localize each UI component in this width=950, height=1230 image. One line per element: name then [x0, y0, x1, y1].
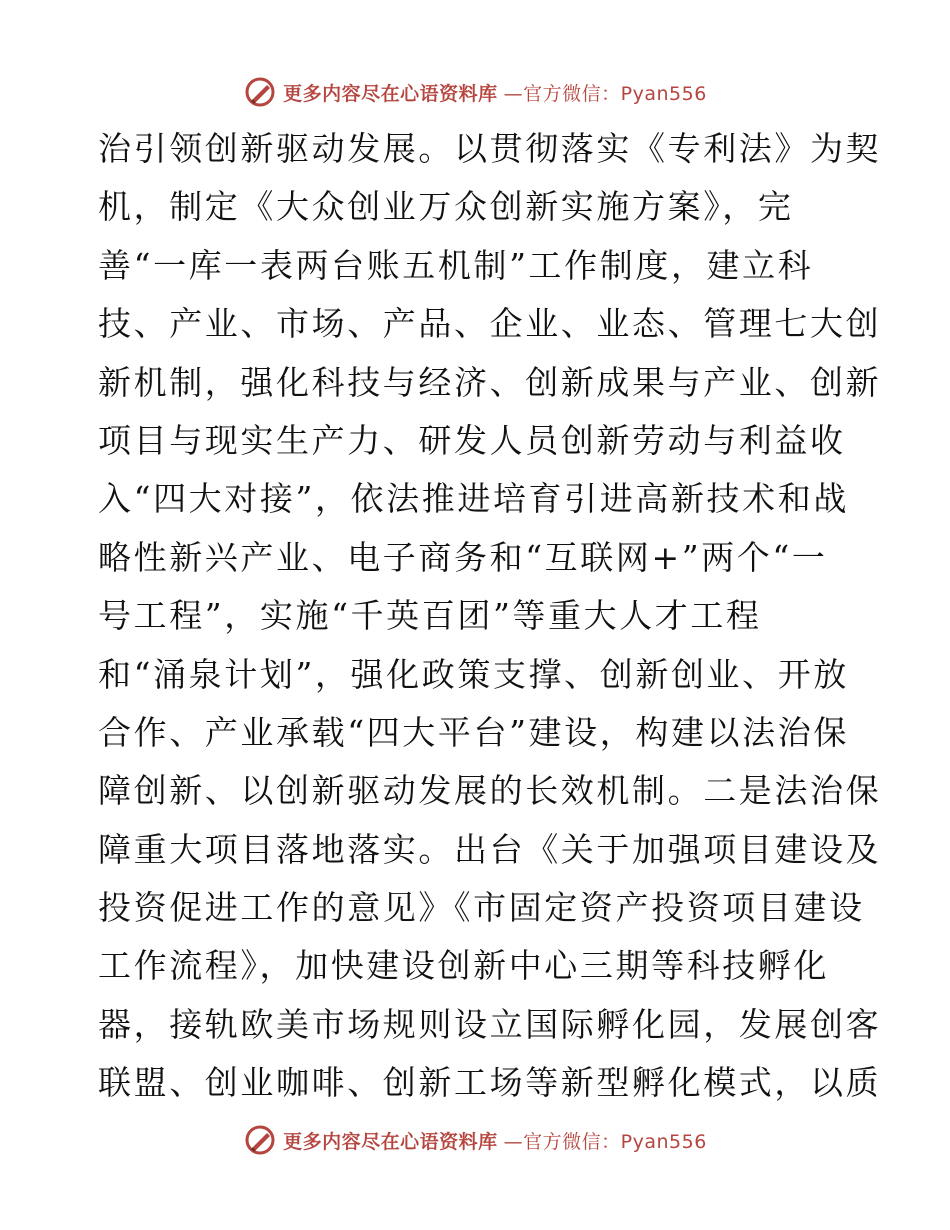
- footer-watermark: [0, 1120, 950, 1160]
- header-contact: —官方微信：Pyan556: [503, 82, 707, 105]
- text-line: 技、产业、市场、产品、企业、业态、管理七大创: [98, 304, 882, 344]
- footer-slogan: 更多内容尽在心语资料库: [283, 1130, 498, 1153]
- text-line: 号工程”，实施“千英百团”等重大人才工程: [98, 596, 762, 636]
- pen-logo-icon: [243, 75, 277, 109]
- text-line: 善“一库一表两台账五机制”工作制度，建立科: [98, 245, 814, 285]
- text-line: 略性新兴产业、电子商务和“互联网+”两个“一: [98, 537, 828, 577]
- footer-contact: —官方微信：Pyan556: [503, 1130, 707, 1153]
- text-line: 工作流程》，加快建设创新中心三期等科技孵化: [98, 946, 830, 986]
- header-watermark: [0, 72, 950, 112]
- text-line: 治引领创新驱动发展。以贯彻落实《专利法》为契: [98, 129, 882, 168]
- text-line: 项目与现实生产力、研发人员创新劳动与利益收: [98, 420, 846, 460]
- text-line: 新机制，强化科技与经济、创新成果与产业、创新: [98, 362, 882, 402]
- text-line: 器，接轨欧美市场规则设立国际孵化园，发展创客: [98, 1004, 882, 1044]
- text-line: 入“四大对接”，依法推进培育引进高新技术和战: [98, 479, 849, 519]
- header-slogan: 更多内容尽在心语资料库: [283, 82, 498, 105]
- text-line: 和“涌泉计划”，强化政策支撑、创新创业、开放: [98, 654, 849, 694]
- pen-logo-icon: [243, 1123, 277, 1157]
- text-line: 障重大项目落地落实。出台《关于加强项目建设及: [98, 829, 882, 869]
- text-line: 投资促进工作的意见》《市固定资产投资项目建设: [98, 888, 865, 928]
- document-body: [98, 120, 882, 1113]
- text-line: 机，制定《大众创业万众创新实施方案》，完: [98, 187, 794, 227]
- text-line: 联盟、创业咖啡、创新工场等新型孵化模式，以质: [98, 1063, 882, 1103]
- text-line: 障创新、以创新驱动发展的长效机制。二是法治保: [98, 771, 882, 811]
- text-line: 合作、产业承载“四大平台”建设，构建以法治保: [98, 712, 849, 752]
